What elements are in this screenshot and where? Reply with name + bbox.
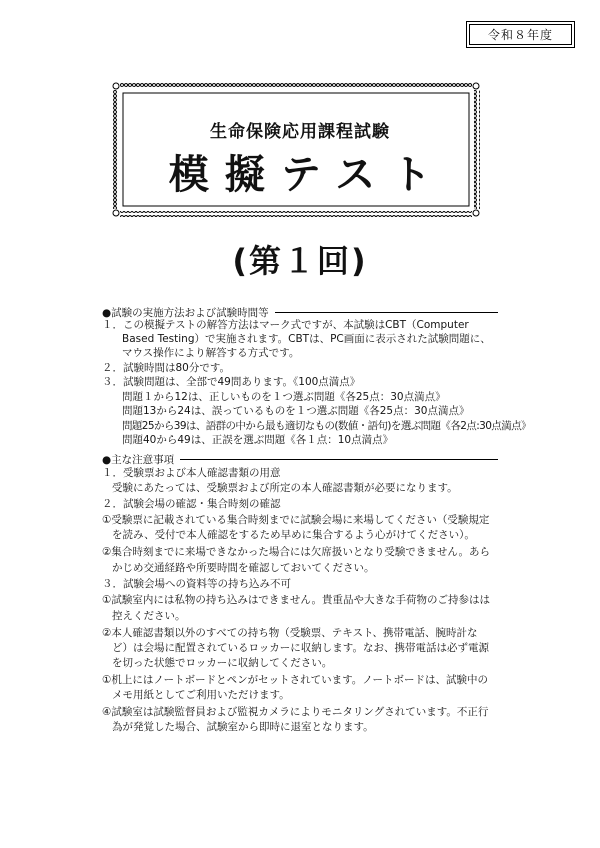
question-range-line: 問題40から49は、正誤を選ぶ問題《各１点：10点満点》 (122, 434, 394, 446)
course-title: 生命保険応用課程試験 (210, 122, 390, 142)
note-line: ど）は会場に配置されているロッカーに収納します。なお、携帯電話は必ず電源 (112, 642, 489, 654)
section-heading-exam-method (102, 305, 498, 319)
section-heading-text: ●主な注意事項 (102, 453, 175, 466)
section-rule (275, 312, 498, 313)
year-box (466, 21, 575, 48)
note-line: かじめ交通経路や所要時間を確認しておいてください。 (112, 562, 375, 574)
note-line: を読み、受付で本人確認をするため早めに集合するよう心がけてください）。 (112, 529, 475, 541)
note-line: ３．試験会場への資料等の持ち込み不可 (102, 578, 291, 590)
question-range-line: 問題13から24は、誤っているものを１つ選ぶ問題《各25点：30点満点》 (122, 405, 470, 417)
round-label: (第１回) (232, 242, 368, 280)
note-line: ①受験票に記載されている集合時刻までに試験会場に来場してください（受験規定 (102, 514, 490, 526)
instruction-line: ２．試験時間は80分です。 (102, 362, 231, 374)
instruction-line: Based Testing）で実施されます。CBTは、PC画面に表示された試験問題に、 (122, 333, 491, 345)
note-line: を切った状態でロッカーに収納してください。 (112, 657, 333, 669)
instruction-line: ３．試験問題は、全部で49問あります。《100点満点》 (102, 376, 361, 388)
instruction-line: １．この模擬テストの解答方法はマーク式ですが、本試験はCBT（Computer (102, 319, 469, 331)
section-heading-text: ●試験の実施方法および試験時間等 (102, 306, 269, 319)
note-line: ２．試験会場の確認・集合時刻の確認 (102, 498, 281, 510)
instruction-line: マウス操作により解答する方式です。 (122, 347, 300, 359)
section-heading-notes (102, 452, 498, 466)
note-line: ②本人確認書類以外のすべての持ち物（受験票、テキスト、携帯電話、腕時計な (102, 627, 478, 639)
note-line: ①机上にはノートボードとペンがセットされています。ノートボードは、試験中の (102, 674, 488, 686)
year-label: 令和８年度 (469, 24, 572, 45)
note-line: 控えください。 (112, 610, 186, 622)
note-line: 受験にあたっては、受験票および所定の本人確認書類が必要になります。 (112, 482, 458, 494)
note-line: ④試験室は試験監督員および監視カメラによりモニタリングされています。不正行 (102, 706, 489, 718)
main-title: 模擬テスト (168, 152, 448, 198)
note-line: ②集合時刻までに来場できなかった場合には欠席扱いとなり受験できません。あら (102, 546, 491, 558)
question-range-line: 問題25から39は、語群の中から最も適切なもの(数値・語句)を選ぶ問題《各2点:30点満点》 (122, 420, 531, 432)
section-rule (180, 459, 498, 460)
note-line: ①試験室内には私物の持ち込みはできません。貴重品や大きな手荷物のご持参はは (102, 594, 491, 606)
note-line: 為が発覚した場合、試験室から即時に退室となります。 (112, 721, 374, 733)
note-line: １．受験票および本人確認書類の用意 (102, 467, 281, 479)
note-line: メモ用紙としてご利用いただけます。 (112, 689, 290, 701)
question-range-line: 問題１から12は、正しいものを１つ選ぶ問題《各25点：30点満点》 (122, 391, 446, 403)
